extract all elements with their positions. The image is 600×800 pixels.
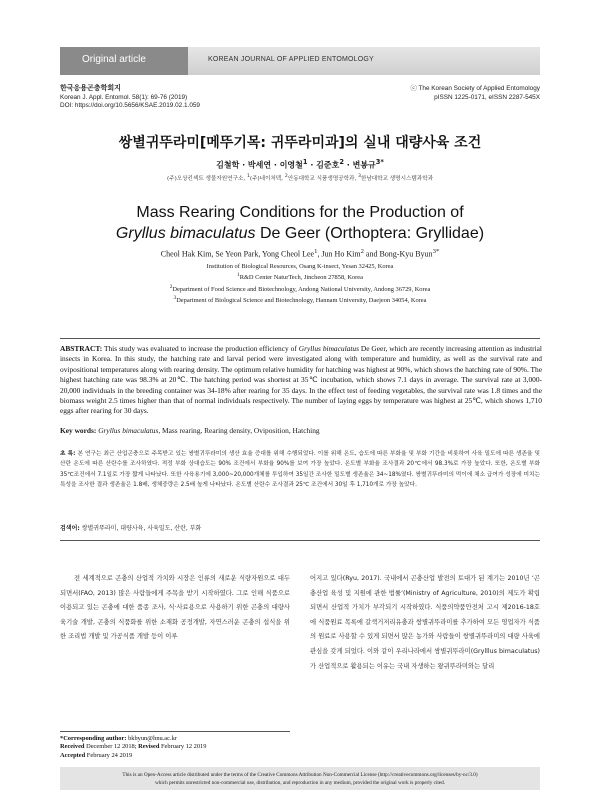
doi-link[interactable]: DOI: https://doi.org/10.5656/KSAE.2019.02.1.059 (60, 102, 200, 110)
journal-citation: Korean J. Appl. Entomol. 58(1): 69-76 (2019) (60, 93, 188, 101)
journal-meta (60, 85, 200, 111)
license-notice: This is an Open-Access article distributed under the terms of the Creative Commons Attribution Non-Commercial License (http://creativecommons.org/licenses/by-nc/3.0) which permits unrestricted non-commercial use, distribution, and reproduction in any medium, provided the original work is properly cited. (60, 767, 540, 790)
article-type-label: Original article (82, 54, 146, 65)
body-text-right: 어지고 있다(Ryu, 2017). 국내에서 곤충산업 발전의 토대가 된 계기는 2010년 ‘곤충산업 육성 및 지원에 관한 법률’(Ministry of Agriculture, 2010)의 제도가 확립되면서 산업적 가치가 부각되기 시작하였다. 식품의약품안전처 고시 제2016-18호에 식품원료 목록에 갈색거저리유충과 쌍별귀뚜라미를 추가하여 모든 영업자가 식품의 원료로 사용할 수 있게 되면서 많은 농가와 사람들이 쌍별귀뚜라미의 대량 사육에 관심을 갖게 되었다. 이와 같이 우리나라에서 쌍별귀뚜라미(Grylllus bimaculatus)가 산업적으로 활용되는 이유는 국내 자생하는 왕귀뚜라미와는 달리 (310, 575, 540, 670)
journal-name: KOREAN JOURNAL OF APPLIED ENTOMOLOGY (208, 56, 374, 63)
english-authors: Cheol Hak Kim, Se Yeon Park, Yong Cheol Lee$^1$, Jun Ho Kim$^2$ and Bong-Kyu Byun$^{3*}$ (160, 248, 440, 259)
keywords: Key words: Gryllus bimaculatus, Mass rearing, Rearing density, Oviposition, Hatching (60, 426, 320, 435)
species-name: Gryllus bimaculatus (115, 225, 256, 242)
body-text-left: 전 세계적으로 곤충의 산업적 가치와 시장은 인류의 새로운 식량자원으로 대두되면서(FAO, 2013) 많은 사람들에게 주목을 받기 시작하였다. 그로 인해 식품으로 이용되고 있는 곤충에 대한 품종 조사, 식·사료용으로 사용하기 위한 곤충의 대량사육기술 개발, 곤충의 식품화를 위한 소재화 공정개발, 자연스러운 곤충의 섭식을 위한 조리법 개발 및 가공식품 개발 등이 이루 (60, 575, 290, 641)
copyright-line: ⓒ The Korean Society of Applied Entomology (410, 85, 540, 92)
abstract-top-rule (60, 338, 540, 339)
journal-korean-name: 한국응용곤충학회지 (60, 85, 121, 92)
corresponding-email[interactable]: bkbyun@hnu.ac.kr (126, 735, 177, 742)
article-type-tab (60, 47, 188, 75)
footnote-rule (60, 731, 290, 732)
issn-line: pISSN 1225-0171, eISSN 2287-545X (434, 93, 540, 101)
korean-authors: 김철학 · 박세연 · 이영철$^1$ · 김준호$^2$ · 변봉규$^{3*}$ (216, 158, 384, 170)
korean-affiliations: (주)오상킨섹트 생물자원연구소, $^1$(주)네이처텍, $^2$안동대학교 식품생명공학과, $^3$한남대학교 생명시스템과학과 (166, 174, 434, 182)
abstract: ABSTRACT: This study was evaluated to increase the production efficiency of Gryllus bimaculatus De Geer, which are recently increasing attention as industrial insects in Korea. In this study, the hatching rate and larval period were investigated along with temperature and humidity, as well as the survival rate and ovipositional temperatures along with rearing density. The optimum relative humidity for hatching was highest at 90%, which shows the hatching rate of 90%. The highest hatching rate was 98.3% at 20℃. The hatching period was shortest at 35℃ incubation, which shows 7.1 days in average. The survival rate at 3,000-20,000 individuals in the breeding container was 34-18% after rearing for 35 days. In the effect test of feeding vegetables, the survival rate was 1.8 times and the biomass weight 2.5 times higher than that of normal individuals respectively. The number of laying eggs by temperature was highest at 25℃, which shows 1,710 eggs after rearing for 30 days. (60, 344, 542, 416)
footnote: *Corresponding author: bkbyun@hnu.ac.kr Received December 12 2018; Revised February 12 2019 Accepted February 24 2019 (60, 735, 207, 759)
korean-title: 쌍별귀뚜라미[메뚜기목: 귀뚜라미과]의 실내 대량사육 조건 (118, 135, 482, 151)
english-affiliations: Institution of Biological Resources, Osang K-insect, Yesan 32425, Korea $^1$R&D Center NaturTech, Jincheon 27858, Korea $^2$Department of Food Science and Biotechnology, Andong National University, Andong 36729, Korea $^3$Department of Biological Science and Biotechnology, Hannam University, Daejeon 34054, Korea (169, 263, 431, 305)
society-meta (380, 85, 540, 102)
korean-keywords: 검색어: 쌍별귀뚜라미, 대량사육, 사육밀도, 산란, 부화 (60, 525, 202, 532)
english-title: Mass Rearing Conditions for the Production of Gryllus bimaculatus De Geer (Orthoptera: Gryllidae) (115, 204, 485, 242)
korean-abstract: 초 록: 본 연구는 최근 산업곤충으로 주목받고 있는 쌍별귀뚜라미의 생산 효율 증대를 위해 수행되었다. 이를 위해 온도, 습도에 따른 부화율 및 부화 기간을 비롯하여 사육 밀도에 따른 생존율 및 산란 온도에 따른 산란수를 조사하였다. 적정 부화 상대습도는 90% 조건에서 부화율 90%를 보여 가장 높았다. 온도별 부화율 조사결과 20℃에서 98.3%로 가장 높았다. 또한, 온도별 부화 35℃조건에서 7.1일로 가장 짧게 나타났다. 또한 사육용기에 3,000~20,000개체를 투입하여 35일간 조사한 밀도별 생존율은 34~18%였다. 쌍별귀뚜라미의 먹이에 채소 급여가 성장에 미치는 특성을 조사한 결과 생존율은 1.8배, 생체중량은 2.5배 높게 나타났다. 온도별 산란수 조사결과 25℃ 조건에서 30일 후 1,710개로 가장 높았다. (60, 451, 540, 489)
abstract-bottom-rule (60, 540, 540, 541)
